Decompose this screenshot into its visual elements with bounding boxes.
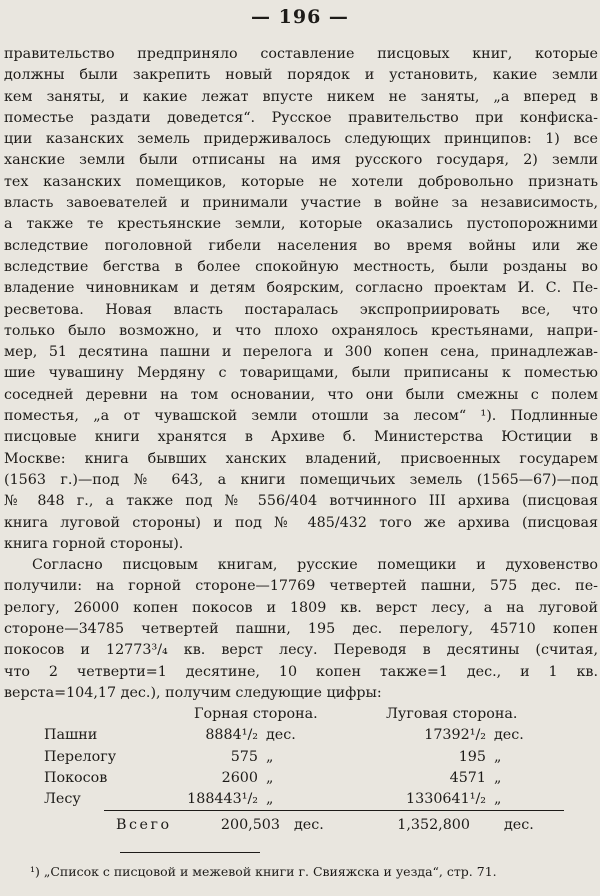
text-line: ции казанских земель придерживалось следующих принципов: 1) все [4, 131, 598, 148]
text-line: шие чувашину Мердяну с товарищами, были приписаны к поместью [4, 365, 598, 382]
text-line: только было возможно, и что плохо охранялось крестьянами, напри- [4, 322, 598, 339]
row-label: Перелогу [44, 748, 117, 765]
text-line: мер, 51 десятина пашни и перелога и 300 копен сена, принадлежав- [4, 344, 598, 361]
text-line: поместья, „а от чувашской земли отошли за лесом“ ¹). Подлинные [4, 408, 598, 425]
mountain-unit: „ [266, 748, 274, 765]
text-line: ханские земли были отписаны на имя русского государя, 2) земли [4, 152, 598, 169]
footnote-rule [120, 852, 260, 853]
footnote: ¹) „Список с писцовой и межевой книги г. Свияжска и уезда“, стр. 71. [30, 864, 497, 879]
meadow-unit: дес. [494, 727, 524, 744]
text-line: ресветова. Новая власть постаралась экспроприировать все, что [4, 301, 598, 318]
text-line: книга луговой стороны) и под № 485/432 того же архива (писцовая [4, 514, 598, 531]
total-label: Всего [116, 817, 172, 834]
col-header-meadow: Луговая сторона. [386, 706, 518, 723]
table-row [4, 725, 598, 746]
text-line: (1563 г.)—под № 643, а книги помещичьих земель (1565—67)—под [4, 471, 598, 488]
total-mountain: 200,503 [220, 817, 280, 834]
total-row [4, 815, 598, 836]
mountain-unit: „ [266, 791, 274, 808]
text-line: должны были закрепить новый порядок и установить, какие земли [4, 67, 598, 84]
main-text [4, 44, 598, 842]
text-line: Москве: книга бывших ханских владений, присвоенных государем [4, 450, 598, 467]
total-unit-1: дес. [294, 817, 324, 834]
text-line: писцовые книги хранятся в Архиве б. Министерства Юстиции в [4, 429, 598, 446]
table-row [4, 789, 598, 810]
text-line: соседней деревни на том основании, что они были смежны с полем [4, 386, 598, 403]
text-line: владение чиновникам и детям боярским, согласно проектам И. С. Пе- [4, 280, 598, 297]
paragraph-2 [4, 555, 598, 704]
table-row [4, 747, 598, 768]
text-line: что 2 четверти=1 десятине, 10 копен также=1 дес., и 1 кв. [4, 663, 598, 680]
text-line: правительство предприняло составление писцовых книг, которые [4, 46, 598, 62]
meadow-value: 4571 [449, 769, 486, 786]
total-rule [104, 810, 564, 811]
text-line: власть завоевателей и принимали участие в войне за независимость, [4, 195, 598, 212]
meadow-value: 195 [458, 748, 486, 765]
total-unit-2: дес. [504, 817, 534, 834]
meadow-unit: „ [494, 791, 502, 808]
mountain-unit: дес. [266, 727, 296, 744]
text-line: получили: на горной стороне—17769 четвертей пашни, 575 дес. пе- [4, 578, 598, 595]
text-line: покосов и 12773³/₄ кв. верст лесу. Переводя в десятины (считая, [4, 642, 598, 659]
page-number: — 196 — [251, 6, 349, 28]
text-line: стороне—34785 четвертей пашни, 195 дес. перелогу, 45710 копен [4, 621, 598, 638]
text-line: вследствие поголовной гибели населения во время войны или же [4, 237, 598, 254]
land-table [4, 704, 598, 842]
meadow-value: 17392¹/₂ [424, 727, 486, 744]
mountain-value: 2600 [221, 769, 258, 786]
mountain-value: 188443¹/₂ [187, 791, 258, 808]
text-line: Согласно писцовым книгам, русские помещики и духовенство [32, 557, 598, 574]
mountain-value: 575 [230, 748, 258, 765]
meadow-unit: „ [494, 769, 502, 786]
text-line: № 848 г., а также под № 556/404 вотчинного III архива (писцовая [4, 493, 598, 510]
col-header-mountain: Горная сторона. [194, 706, 318, 723]
text-line: книга горной стороны). [4, 535, 184, 552]
row-label: Пашни [44, 727, 98, 744]
row-label: Покосов [44, 769, 108, 786]
text-line: тех казанских помещиков, которые не хотели добровольно признать [4, 173, 598, 190]
text-line: а также те крестьянские земли, которые оказались пустопорожними [4, 216, 598, 233]
text-line: кем заняты, и какие лежат впусте никем не заняты, „а вперед в [4, 88, 598, 105]
text-line: поместье раздати доведется“. Русское правительство при конфиска- [4, 109, 598, 126]
row-label: Лесу [44, 791, 81, 808]
mountain-unit: „ [266, 769, 274, 786]
mountain-value: 8884¹/₂ [205, 727, 258, 744]
text-line: релогу, 26000 копен покосов и 1809 кв. верст лесу, а на луговой [4, 599, 598, 616]
meadow-value: 1330641¹/₂ [406, 791, 486, 808]
total-meadow: 1,352,800 [397, 817, 470, 834]
paragraph-1 [4, 44, 598, 555]
text-line: вследствие бегства в более спокойную местность, были розданы во [4, 258, 598, 275]
table-row [4, 768, 598, 789]
text-line: верста=104,17 дес.), получим следующие цифры: [4, 684, 382, 701]
meadow-unit: „ [494, 748, 502, 765]
